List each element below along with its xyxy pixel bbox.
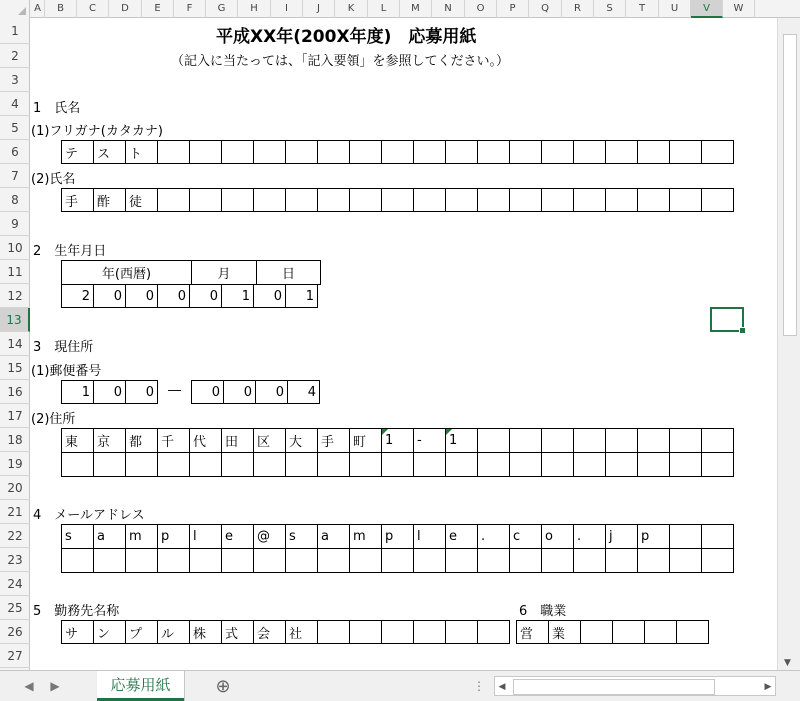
email2-cell[interactable] xyxy=(349,548,382,573)
row-header-9[interactable]: 9 xyxy=(0,212,30,236)
column-header-H[interactable]: H xyxy=(238,0,271,18)
row-header-25[interactable]: 25 xyxy=(0,596,30,620)
namebox-cell[interactable] xyxy=(669,188,702,212)
postal-label: (1)郵便番号 xyxy=(31,364,102,379)
addr1-cell[interactable]: 千 xyxy=(157,428,190,453)
birth-month-header: 月 xyxy=(191,260,257,285)
namebox-cell[interactable] xyxy=(509,188,542,212)
addr1-cell[interactable]: 京 xyxy=(93,428,126,453)
occ-cell[interactable]: 営 xyxy=(516,620,549,644)
row-header-15[interactable]: 15 xyxy=(0,356,30,380)
email2-cell[interactable] xyxy=(317,548,350,573)
vertical-scrollbar[interactable] xyxy=(777,18,800,670)
row-header-5[interactable]: 5 xyxy=(0,116,30,140)
addr1-cell[interactable] xyxy=(541,428,574,453)
row-header-13[interactable]: 13 xyxy=(0,308,30,332)
addr1-cell[interactable] xyxy=(477,428,510,453)
row-header-7[interactable]: 7 xyxy=(0,164,30,188)
column-header-V[interactable]: V xyxy=(691,0,723,18)
occ-cell[interactable] xyxy=(580,620,613,644)
namebox-cell[interactable] xyxy=(381,188,414,212)
postalB-cell[interactable]: 4 xyxy=(287,380,320,404)
email2-cell[interactable] xyxy=(253,548,286,573)
furigana-cell[interactable] xyxy=(413,140,446,164)
addr2-cell[interactable] xyxy=(125,452,158,477)
email2-cell[interactable] xyxy=(61,548,94,573)
address-label: (2)住所 xyxy=(31,412,76,427)
namebox-cell[interactable] xyxy=(189,188,222,212)
birth-cell[interactable]: 0 xyxy=(189,284,222,308)
row-header-16[interactable]: 16 xyxy=(0,380,30,404)
email2-cell[interactable] xyxy=(285,548,318,573)
name-label: (2)氏名 xyxy=(31,172,76,187)
email1-cell[interactable]: l xyxy=(189,524,222,549)
work-cell[interactable]: プ xyxy=(125,620,158,644)
addr1-cell[interactable]: 代 xyxy=(189,428,222,453)
add-sheet-icon[interactable]: ⊕ xyxy=(215,675,231,697)
postal-dash: ― xyxy=(168,383,181,398)
work-cell[interactable] xyxy=(349,620,382,644)
row-header-27[interactable]: 27 xyxy=(0,644,30,668)
column-header-P[interactable]: P xyxy=(497,0,529,18)
work-cell[interactable]: 株 xyxy=(189,620,222,644)
addr2-cell[interactable] xyxy=(317,452,350,477)
row-header-23[interactable]: 23 xyxy=(0,548,30,572)
email1-cell[interactable]: a xyxy=(317,524,350,549)
column-header-E[interactable]: E xyxy=(142,0,174,18)
column-header-K[interactable]: K xyxy=(335,0,368,18)
select-all-triangle-icon xyxy=(18,7,26,15)
column-header-U[interactable]: U xyxy=(659,0,691,18)
namebox-cell[interactable] xyxy=(605,188,638,212)
column-header-J[interactable]: J xyxy=(303,0,335,18)
postalA-cell[interactable]: 1 xyxy=(61,380,94,404)
section-4-heading: 4 メールアドレス xyxy=(33,508,145,523)
postalA-cell[interactable]: 0 xyxy=(93,380,126,404)
addr2-cell[interactable] xyxy=(605,452,638,477)
namebox-cell[interactable] xyxy=(477,188,510,212)
email1-cell[interactable]: p xyxy=(637,524,670,549)
email1-cell[interactable] xyxy=(669,524,702,549)
email2-cell[interactable] xyxy=(573,548,606,573)
horizontal-scroll-thumb[interactable] xyxy=(513,679,715,695)
row-header-20[interactable]: 20 xyxy=(0,476,30,500)
namebox-cell[interactable] xyxy=(285,188,318,212)
row-header-18[interactable]: 18 xyxy=(0,428,30,452)
birth-cell[interactable]: 0 xyxy=(125,284,158,308)
email2-cell[interactable] xyxy=(93,548,126,573)
email1-cell[interactable]: . xyxy=(573,524,606,549)
section-5-heading: 5 勤務先名称 xyxy=(33,604,120,619)
work-cell[interactable]: 式 xyxy=(221,620,254,644)
email1-cell[interactable]: m xyxy=(349,524,382,549)
namebox-cell[interactable] xyxy=(541,188,574,212)
addr1-cell[interactable]: 田 xyxy=(221,428,254,453)
column-header-B[interactable]: B xyxy=(45,0,77,18)
worksheet-grid[interactable] xyxy=(31,19,777,670)
namebox-cell[interactable]: 手 xyxy=(61,188,94,212)
addr2-cell[interactable] xyxy=(445,452,478,477)
column-header-L[interactable]: L xyxy=(368,0,400,18)
row-header-4[interactable]: 4 xyxy=(0,92,30,116)
addr2-cell[interactable] xyxy=(253,452,286,477)
furigana-cell[interactable] xyxy=(445,140,478,164)
prev-sheet-arrow-icon[interactable]: ◀ xyxy=(24,679,34,693)
furigana-cell[interactable] xyxy=(317,140,350,164)
namebox-cell[interactable] xyxy=(445,188,478,212)
email1-cell[interactable]: m xyxy=(125,524,158,549)
email1-cell[interactable]: e xyxy=(445,524,478,549)
furigana-cell[interactable] xyxy=(669,140,702,164)
furigana-cell[interactable] xyxy=(509,140,542,164)
email1-cell[interactable] xyxy=(701,524,734,549)
email2-cell[interactable] xyxy=(669,548,702,573)
email1-cell[interactable]: l xyxy=(413,524,446,549)
birth-cell[interactable]: 1 xyxy=(285,284,318,308)
column-header-R[interactable]: R xyxy=(562,0,594,18)
email1-cell[interactable]: e xyxy=(221,524,254,549)
namebox-cell[interactable] xyxy=(157,188,190,212)
furigana-cell[interactable] xyxy=(221,140,254,164)
work-cell[interactable] xyxy=(413,620,446,644)
work-cell[interactable]: 社 xyxy=(285,620,318,644)
addr1-cell[interactable] xyxy=(637,428,670,453)
furigana-cell[interactable] xyxy=(477,140,510,164)
email2-cell[interactable] xyxy=(381,548,414,573)
furigana-cell[interactable] xyxy=(701,140,734,164)
birth-cell[interactable]: 1 xyxy=(221,284,254,308)
work-cell[interactable] xyxy=(445,620,478,644)
addr2-cell[interactable] xyxy=(221,452,254,477)
email1-cell[interactable]: a xyxy=(93,524,126,549)
form-subtitle: （記入に当たっては、「記入要領」を参照してください。） xyxy=(171,54,510,69)
furigana-cell[interactable]: テ xyxy=(61,140,94,164)
furigana-cell[interactable] xyxy=(189,140,222,164)
addr2-cell[interactable] xyxy=(509,452,542,477)
row-header-2[interactable]: 2 xyxy=(0,44,30,68)
furigana-cell[interactable] xyxy=(637,140,670,164)
row-header-22[interactable]: 22 xyxy=(0,524,30,548)
namebox-cell[interactable] xyxy=(221,188,254,212)
column-header-Q[interactable]: Q xyxy=(529,0,562,18)
occ-cell[interactable] xyxy=(644,620,677,644)
row-header-17[interactable]: 17 xyxy=(0,404,30,428)
work-cell[interactable]: 会 xyxy=(253,620,286,644)
addr2-cell[interactable] xyxy=(669,452,702,477)
select-all-corner[interactable] xyxy=(0,0,30,18)
addr1-cell[interactable] xyxy=(573,428,606,453)
namebox-cell[interactable]: 徒 xyxy=(125,188,158,212)
addr1-cell[interactable]: 1 xyxy=(381,428,414,453)
section-3-heading: 3 現住所 xyxy=(33,340,94,355)
birth-cell[interactable]: 0 xyxy=(157,284,190,308)
occ-cell[interactable]: 業 xyxy=(548,620,581,644)
furigana-cell[interactable] xyxy=(541,140,574,164)
row-header-24[interactable]: 24 xyxy=(0,572,30,596)
postalB-cell[interactable]: 0 xyxy=(255,380,288,404)
column-header-D[interactable]: D xyxy=(109,0,142,18)
horizontal-scrollbar[interactable] xyxy=(494,676,776,696)
email1-cell[interactable]: @ xyxy=(253,524,286,549)
furigana-cell[interactable] xyxy=(573,140,606,164)
namebox-cell[interactable] xyxy=(573,188,606,212)
column-header-W[interactable]: W xyxy=(723,0,755,18)
furigana-cell[interactable] xyxy=(157,140,190,164)
addr2-cell[interactable] xyxy=(573,452,606,477)
postalB-cell[interactable]: 0 xyxy=(191,380,224,404)
email1-cell[interactable]: o xyxy=(541,524,574,549)
fill-handle[interactable] xyxy=(739,327,746,334)
column-header-bar xyxy=(0,0,800,18)
addr1-cell[interactable]: - xyxy=(413,428,446,453)
email2-cell[interactable] xyxy=(477,548,510,573)
section-1-heading: 1 氏名 xyxy=(33,101,81,116)
furigana-cell[interactable] xyxy=(285,140,318,164)
namebox-cell[interactable] xyxy=(701,188,734,212)
furigana-cell[interactable]: ス xyxy=(93,140,126,164)
email2-cell[interactable] xyxy=(541,548,574,573)
addr2-cell[interactable] xyxy=(701,452,734,477)
furigana-cell[interactable]: ト xyxy=(125,140,158,164)
postalA-cell[interactable]: 0 xyxy=(125,380,158,404)
selected-cell-V13[interactable] xyxy=(710,307,744,332)
row-header-1[interactable]: 1 xyxy=(0,18,30,44)
email2-cell[interactable] xyxy=(413,548,446,573)
work-cell[interactable]: サ xyxy=(61,620,94,644)
addr1-cell[interactable]: 町 xyxy=(349,428,382,453)
addr1-cell[interactable]: 大 xyxy=(285,428,318,453)
birth-cell[interactable]: 0 xyxy=(253,284,286,308)
furigana-label: (1)フリガナ(カタカナ) xyxy=(31,124,163,139)
column-header-F[interactable]: F xyxy=(174,0,206,18)
section-6-heading: 6 職業 xyxy=(519,604,567,619)
namebox-cell[interactable]: 酢 xyxy=(93,188,126,212)
namebox-cell[interactable] xyxy=(349,188,382,212)
vertical-scroll-thumb[interactable] xyxy=(783,34,797,336)
email1-cell[interactable]: . xyxy=(477,524,510,549)
row-header-3[interactable]: 3 xyxy=(0,68,30,92)
row-header-bar xyxy=(0,18,30,670)
scroll-right-arrow-icon[interactable]: ▶ xyxy=(764,682,772,692)
birth-year-header: 年(西暦) xyxy=(61,260,192,285)
furigana-cell[interactable] xyxy=(605,140,638,164)
email2-cell[interactable] xyxy=(157,548,190,573)
scroll-left-arrow-icon[interactable]: ◀ xyxy=(498,682,506,692)
scroll-down-arrow-icon[interactable]: ▼ xyxy=(784,658,791,668)
form-title: 平成XX年(200X年度) 応募用紙 xyxy=(216,27,477,47)
addr1-cell[interactable] xyxy=(509,428,542,453)
addr2-cell[interactable] xyxy=(189,452,222,477)
namebox-cell[interactable] xyxy=(637,188,670,212)
namebox-cell[interactable] xyxy=(317,188,350,212)
email1-cell[interactable]: p xyxy=(157,524,190,549)
addr1-cell[interactable]: 1 xyxy=(445,428,478,453)
work-cell[interactable] xyxy=(317,620,350,644)
row-header-12[interactable]: 12 xyxy=(0,284,30,308)
addr2-cell[interactable] xyxy=(381,452,414,477)
email2-cell[interactable] xyxy=(125,548,158,573)
email2-cell[interactable] xyxy=(701,548,734,573)
addr2-cell[interactable] xyxy=(477,452,510,477)
work-cell[interactable] xyxy=(477,620,510,644)
addr2-cell[interactable] xyxy=(285,452,318,477)
next-sheet-arrow-icon[interactable]: ▶ xyxy=(50,679,60,693)
email2-cell[interactable] xyxy=(221,548,254,573)
email2-cell[interactable] xyxy=(605,548,638,573)
email1-cell[interactable]: j xyxy=(605,524,638,549)
addr2-cell[interactable] xyxy=(157,452,190,477)
addr1-cell[interactable] xyxy=(701,428,734,453)
addr1-cell[interactable]: 手 xyxy=(317,428,350,453)
row-header-19[interactable]: 19 xyxy=(0,452,30,476)
email1-cell[interactable]: p xyxy=(381,524,414,549)
namebox-cell[interactable] xyxy=(253,188,286,212)
addr2-cell[interactable] xyxy=(413,452,446,477)
sheet-tab-oubo-youshi[interactable]: 応募用紙 xyxy=(97,671,184,701)
work-cell[interactable]: ン xyxy=(93,620,126,644)
occ-cell[interactable] xyxy=(676,620,709,644)
occ-cell[interactable] xyxy=(612,620,645,644)
addr2-cell[interactable] xyxy=(637,452,670,477)
furigana-cell[interactable] xyxy=(381,140,414,164)
column-header-S[interactable]: S xyxy=(594,0,626,18)
email2-cell[interactable] xyxy=(445,548,478,573)
work-cell[interactable]: ル xyxy=(157,620,190,644)
tab-splitter-handle[interactable]: ⋮ xyxy=(473,679,485,693)
comment-indicator-icon xyxy=(382,429,388,435)
addr1-cell[interactable]: 東 xyxy=(61,428,94,453)
row-header-21[interactable]: 21 xyxy=(0,500,30,524)
row-header-14[interactable]: 14 xyxy=(0,332,30,356)
birth-day-header: 日 xyxy=(256,260,321,285)
email2-cell[interactable] xyxy=(189,548,222,573)
birth-cell[interactable]: 2 xyxy=(61,284,94,308)
column-header-A[interactable]: A xyxy=(31,0,45,18)
column-header-I[interactable]: I xyxy=(271,0,303,18)
email2-cell[interactable] xyxy=(637,548,670,573)
column-header-T[interactable]: T xyxy=(626,0,659,18)
row-header-10[interactable]: 10 xyxy=(0,236,30,260)
email2-cell[interactable] xyxy=(509,548,542,573)
addr2-cell[interactable] xyxy=(349,452,382,477)
email1-cell[interactable]: s xyxy=(285,524,318,549)
furigana-cell[interactable] xyxy=(349,140,382,164)
row-header-6[interactable]: 6 xyxy=(0,140,30,164)
email1-cell[interactable]: s xyxy=(61,524,94,549)
column-header-N[interactable]: N xyxy=(432,0,465,18)
addr1-cell[interactable]: 都 xyxy=(125,428,158,453)
comment-indicator-icon xyxy=(446,429,452,435)
row-header-8[interactable]: 8 xyxy=(0,188,30,212)
addr1-cell[interactable] xyxy=(605,428,638,453)
postalB-cell[interactable]: 0 xyxy=(223,380,256,404)
email1-cell[interactable]: c xyxy=(509,524,542,549)
birth-cell[interactable]: 0 xyxy=(93,284,126,308)
furigana-cell[interactable] xyxy=(253,140,286,164)
column-header-G[interactable]: G xyxy=(206,0,238,18)
addr1-cell[interactable] xyxy=(669,428,702,453)
addr1-cell[interactable]: 区 xyxy=(253,428,286,453)
column-header-M[interactable]: M xyxy=(400,0,432,18)
addr2-cell[interactable] xyxy=(93,452,126,477)
addr2-cell[interactable] xyxy=(541,452,574,477)
section-2-heading: 2 生年月日 xyxy=(33,244,107,259)
column-header-O[interactable]: O xyxy=(465,0,497,18)
row-header-26[interactable]: 26 xyxy=(0,620,30,644)
namebox-cell[interactable] xyxy=(413,188,446,212)
row-header-11[interactable]: 11 xyxy=(0,260,30,284)
column-header-C[interactable]: C xyxy=(77,0,109,18)
work-cell[interactable] xyxy=(381,620,414,644)
addr2-cell[interactable] xyxy=(61,452,94,477)
